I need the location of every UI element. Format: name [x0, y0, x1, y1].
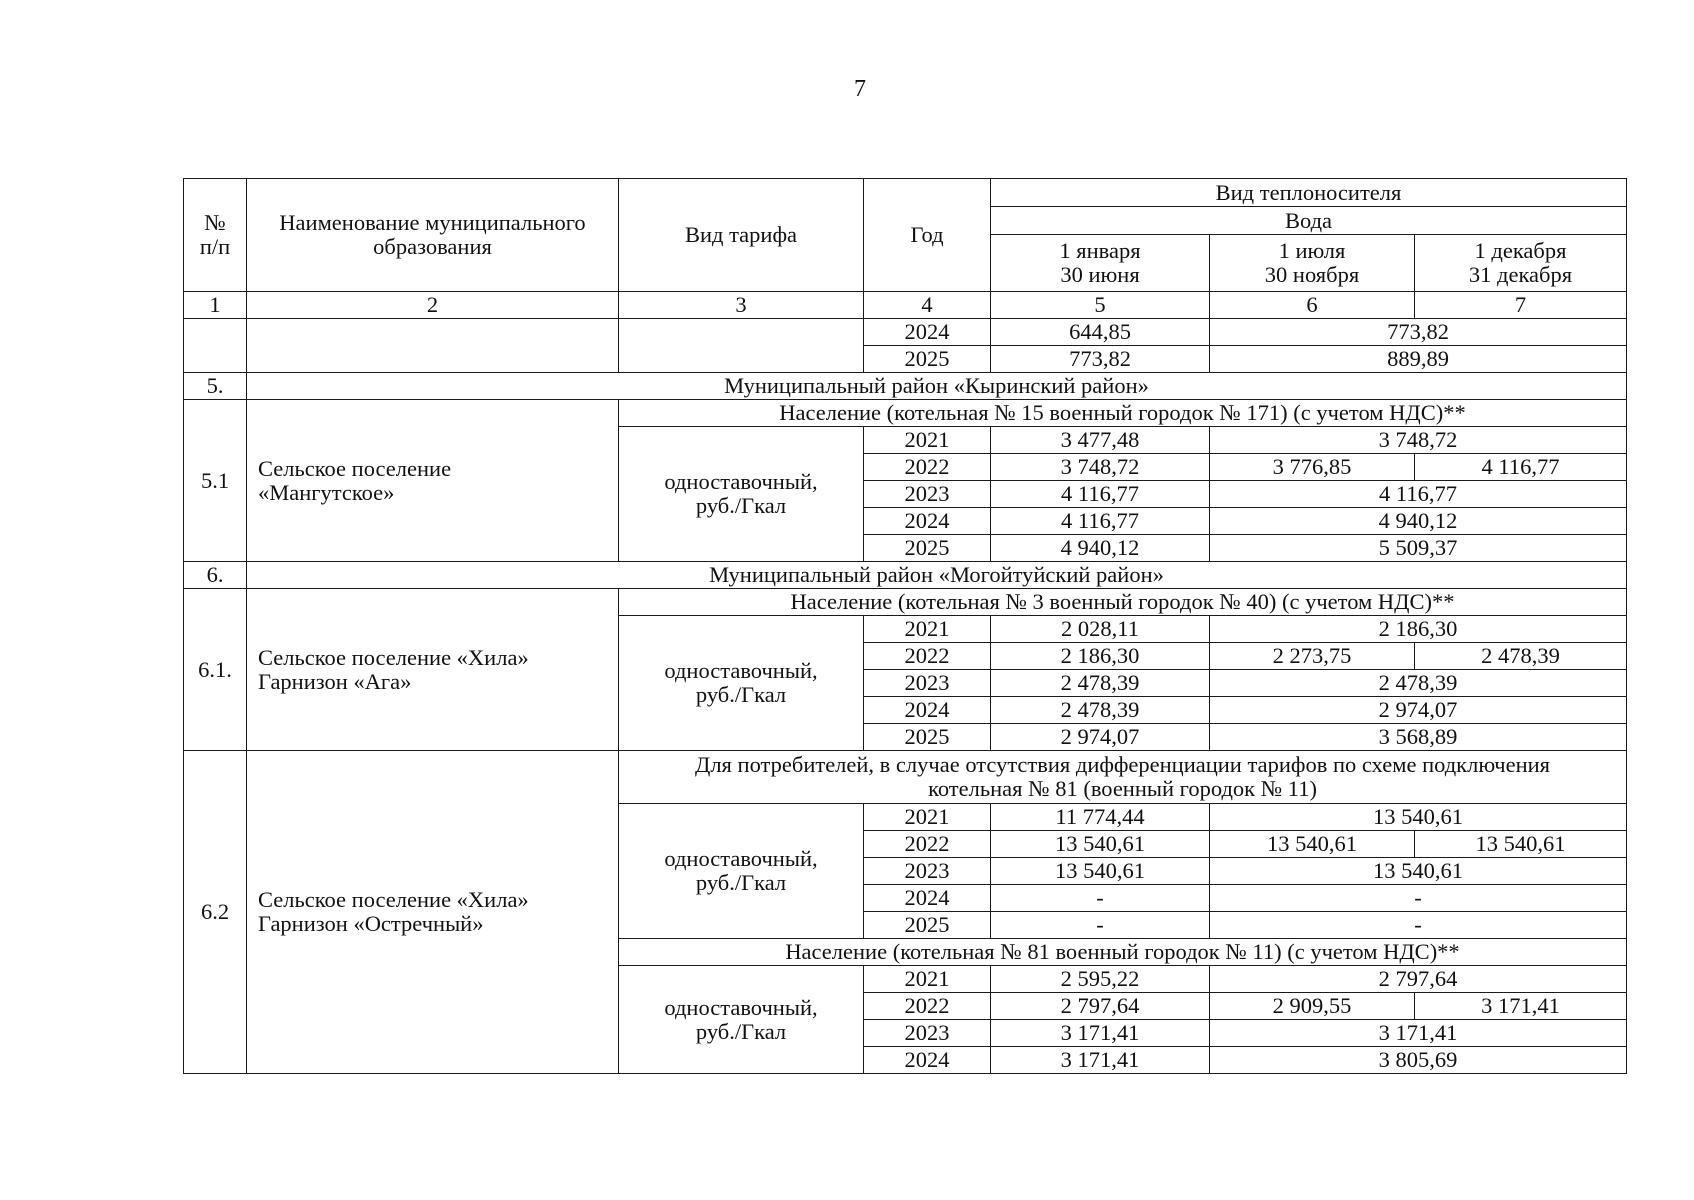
- header-period-2: 1 июля 30 ноября: [1210, 235, 1415, 292]
- tariff-table: [183, 178, 1627, 1074]
- municipality-name: Сельское поселение «Хила» Гарнизон «Ага»: [247, 589, 619, 751]
- page-number: 7: [854, 76, 866, 102]
- municipality-name: Сельское поселение «Мангутское»: [247, 400, 619, 562]
- value-cell-period-2-3: 13 540,61: [1210, 804, 1627, 831]
- value-cell-period-2-3: 3 805,69: [1210, 1047, 1627, 1074]
- header-period-3: 1 декабря 31 декабря: [1415, 235, 1627, 292]
- value-cell-period-1: 4 116,77: [991, 481, 1210, 508]
- value-cell-period-1: -: [991, 912, 1210, 939]
- value-cell-period-2-3: 2 974,07: [1210, 697, 1627, 724]
- value-cell-period-2: 2 273,75: [1210, 643, 1415, 670]
- section-no: 5.: [184, 373, 247, 400]
- value-cell-period-1: 4 940,12: [991, 535, 1210, 562]
- year-cell: 2025: [864, 346, 991, 373]
- value-cell-period-1: 11 774,44: [991, 804, 1210, 831]
- value-cell-period-2: 13 540,61: [1210, 831, 1415, 858]
- header-numbers-row: [184, 292, 1627, 319]
- header-no: № п/п: [184, 179, 247, 292]
- table-row: [184, 319, 1627, 346]
- year-cell: 2023: [864, 1020, 991, 1047]
- section-row: [184, 373, 1627, 400]
- value-cell-period-1: 13 540,61: [991, 858, 1210, 885]
- value-cell-period-2: 3 776,85: [1210, 454, 1415, 481]
- row-no: 6.2: [184, 751, 247, 1074]
- header-water: Вода: [991, 207, 1627, 235]
- year-cell: 2022: [864, 454, 991, 481]
- year-cell: 2022: [864, 831, 991, 858]
- header-period-1: 1 января 30 июня: [991, 235, 1210, 292]
- value-cell-period-2-3: 2 186,30: [1210, 616, 1627, 643]
- year-cell: 2024: [864, 319, 991, 346]
- empty-tariff-cell: [619, 319, 864, 373]
- value-cell-period-1: 2 478,39: [991, 697, 1210, 724]
- header-num: 1: [184, 292, 247, 319]
- year-cell: 2021: [864, 616, 991, 643]
- value-cell-period-1: 773,82: [991, 346, 1210, 373]
- consumer-subtitle: Население (котельная № 81 военный городок № 11) (с учетом НДС)**: [619, 939, 1627, 966]
- value-cell-period-2-3: -: [1210, 912, 1627, 939]
- tariff-type: одноставочный, руб./Гкал: [619, 616, 864, 751]
- value-cell-period-1: 2 028,11: [991, 616, 1210, 643]
- subtitle-row: [184, 589, 1627, 616]
- tariff-type: одноставочный, руб./Гкал: [619, 804, 864, 939]
- header-num: 4: [864, 292, 991, 319]
- value-cell-period-1: 2 974,07: [991, 724, 1210, 751]
- value-cell-period-2-3: 3 748,72: [1210, 427, 1627, 454]
- section-row: [184, 562, 1627, 589]
- value-cell-period-2-3: -: [1210, 885, 1627, 912]
- year-cell: 2025: [864, 912, 991, 939]
- header-num: 6: [1210, 292, 1415, 319]
- value-cell-period-2-3: 4 940,12: [1210, 508, 1627, 535]
- value-cell-period-1: 2 186,30: [991, 643, 1210, 670]
- section-title: Муниципальный район «Могойтуйский район»: [247, 562, 1627, 589]
- year-cell: 2021: [864, 427, 991, 454]
- value-cell-period-3: 3 171,41: [1415, 993, 1627, 1020]
- value-cell-period-2-3: 2 797,64: [1210, 966, 1627, 993]
- value-cell-period-1: 2 595,22: [991, 966, 1210, 993]
- consumer-subtitle: Население (котельная № 3 военный городок № 40) (с учетом НДС)**: [619, 589, 1627, 616]
- value-cell-period-2-3: 773,82: [1210, 319, 1627, 346]
- year-cell: 2023: [864, 670, 991, 697]
- year-cell: 2024: [864, 1047, 991, 1074]
- header-carrier: Вид теплоносителя: [991, 179, 1627, 207]
- header-num: 7: [1415, 292, 1627, 319]
- year-cell: 2025: [864, 724, 991, 751]
- year-cell: 2021: [864, 966, 991, 993]
- empty-no-cell: [184, 319, 247, 373]
- header-tariff: Вид тарифа: [619, 179, 864, 292]
- value-cell-period-2-3: 5 509,37: [1210, 535, 1627, 562]
- value-cell-period-1: 3 171,41: [991, 1020, 1210, 1047]
- year-cell: 2023: [864, 481, 991, 508]
- consumer-subtitle: Население (котельная № 15 военный городок № 171) (с учетом НДС)**: [619, 400, 1627, 427]
- value-cell-period-1: 3 748,72: [991, 454, 1210, 481]
- value-cell-period-1: 3 171,41: [991, 1047, 1210, 1074]
- row-no: 6.1.: [184, 589, 247, 751]
- year-cell: 2024: [864, 697, 991, 724]
- header-year: Год: [864, 179, 991, 292]
- value-cell-period-1: 3 477,48: [991, 427, 1210, 454]
- subtitle-row: [184, 400, 1627, 427]
- subtitle-row: [184, 751, 1627, 804]
- header-num: 2: [247, 292, 619, 319]
- value-cell-period-1: 2 478,39: [991, 670, 1210, 697]
- year-cell: 2024: [864, 508, 991, 535]
- value-cell-period-1: 644,85: [991, 319, 1210, 346]
- value-cell-period-1: 4 116,77: [991, 508, 1210, 535]
- value-cell-period-2-3: 2 478,39: [1210, 670, 1627, 697]
- value-cell-period-1: 2 797,64: [991, 993, 1210, 1020]
- year-cell: 2024: [864, 885, 991, 912]
- value-cell-period-2-3: 13 540,61: [1210, 858, 1627, 885]
- value-cell-period-3: 2 478,39: [1415, 643, 1627, 670]
- row-no: 5.1: [184, 400, 247, 562]
- empty-name-cell: [247, 319, 619, 373]
- year-cell: 2025: [864, 535, 991, 562]
- municipality-name: Сельское поселение «Хила» Гарнизон «Остречный»: [247, 751, 619, 1074]
- header-num: 3: [619, 292, 864, 319]
- tariff-type: одноставочный, руб./Гкал: [619, 427, 864, 562]
- value-cell-period-3: 4 116,77: [1415, 454, 1627, 481]
- value-cell-period-3: 13 540,61: [1415, 831, 1627, 858]
- year-cell: 2023: [864, 858, 991, 885]
- value-cell-period-2-3: 3 171,41: [1210, 1020, 1627, 1047]
- consumer-subtitle: Для потребителей, в случае отсутствия дифференциации тарифов по схеме подключения котельная № 81 (военный городок № 11): [619, 751, 1627, 804]
- header-num: 5: [991, 292, 1210, 319]
- value-cell-period-1: 13 540,61: [991, 831, 1210, 858]
- header-name: Наименование муниципального образования: [247, 179, 619, 292]
- year-cell: 2021: [864, 804, 991, 831]
- value-cell-period-2-3: 4 116,77: [1210, 481, 1627, 508]
- year-cell: 2022: [864, 993, 991, 1020]
- value-cell-period-2: 2 909,55: [1210, 993, 1415, 1020]
- value-cell-period-2-3: 889,89: [1210, 346, 1627, 373]
- year-cell: 2022: [864, 643, 991, 670]
- tariff-type: одноставочный, руб./Гкал: [619, 966, 864, 1074]
- value-cell-period-1: -: [991, 885, 1210, 912]
- section-title: Муниципальный район «Кыринский район»: [247, 373, 1627, 400]
- value-cell-period-2-3: 3 568,89: [1210, 724, 1627, 751]
- section-no: 6.: [184, 562, 247, 589]
